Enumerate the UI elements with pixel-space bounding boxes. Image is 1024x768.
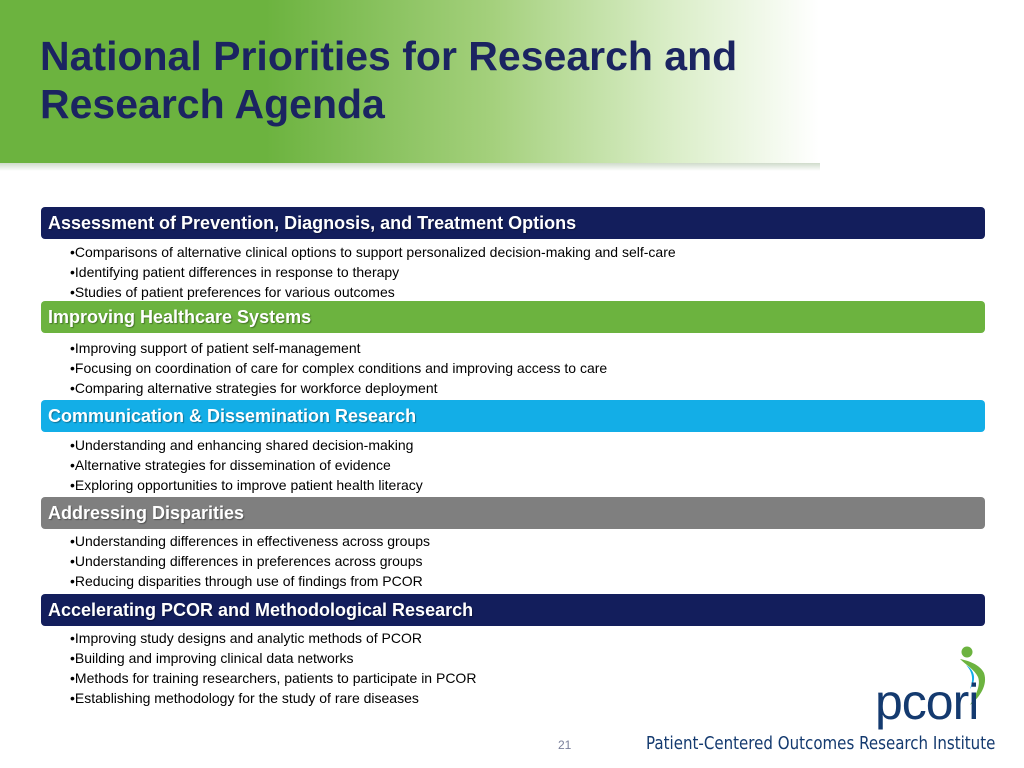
section-header-communication: Communication & Dissemination Research — [41, 400, 985, 432]
section-header-healthcare-systems: Improving Healthcare Systems — [41, 301, 985, 333]
section-header-assessment: Assessment of Prevention, Diagnosis, and Treatment Options — [41, 207, 985, 239]
bullet-item: •Alternative strategies for dissemination of evidence — [70, 457, 391, 473]
bullet-item: •Reducing disparities through use of findings from PCOR — [70, 573, 423, 589]
bullet-item: •Understanding differences in effectiveness across groups — [70, 533, 431, 549]
header-divider — [0, 163, 820, 171]
bullet-item: •Methods for training researchers, patients to participate in PCOR — [70, 670, 477, 686]
pcori-tagline: Patient-Centered Outcomes Research Institute — [646, 734, 996, 754]
section-header-disparities: Addressing Disparities — [41, 497, 985, 529]
bullet-item: •Comparisons of alternative clinical options to support personalized decision-making and self-care — [70, 244, 676, 260]
section-bullets-assessment — [70, 242, 970, 302]
bullet-item: •Focusing on coordination of care for complex conditions and improving access to care — [70, 360, 608, 376]
bullet-item: •Improving study designs and analytic methods of PCOR — [70, 630, 422, 646]
bullet-item: •Understanding and enhancing shared decision-making — [70, 437, 414, 453]
bullet-item: •Identifying patient differences in response to therapy — [70, 264, 400, 280]
bullet-item: •Understanding differences in preferences across groups — [70, 553, 423, 569]
bullet-item: •Establishing methodology for the study of rare diseases — [70, 690, 419, 706]
slide-title: National Priorities for Research and Research Agenda — [40, 33, 738, 127]
page-number: 21 — [558, 738, 572, 752]
section-bullets-methodological — [70, 628, 970, 708]
pcori-wordmark: pcori — [875, 674, 979, 730]
bullet-item: •Exploring opportunities to improve patient health literacy — [70, 477, 423, 493]
bullet-item: •Building and improving clinical data networks — [70, 650, 354, 666]
section-bullets-communication — [70, 435, 970, 495]
section-bullets-disparities — [70, 531, 970, 591]
bullet-item: •Comparing alternative strategies for workforce deployment — [70, 380, 438, 396]
bullet-item: •Improving support of patient self-management — [70, 340, 361, 356]
section-header-methodological: Accelerating PCOR and Methodological Research — [41, 594, 985, 626]
bullet-item: •Studies of patient preferences for various outcomes — [70, 284, 395, 300]
section-bullets-healthcare-systems — [70, 338, 970, 398]
